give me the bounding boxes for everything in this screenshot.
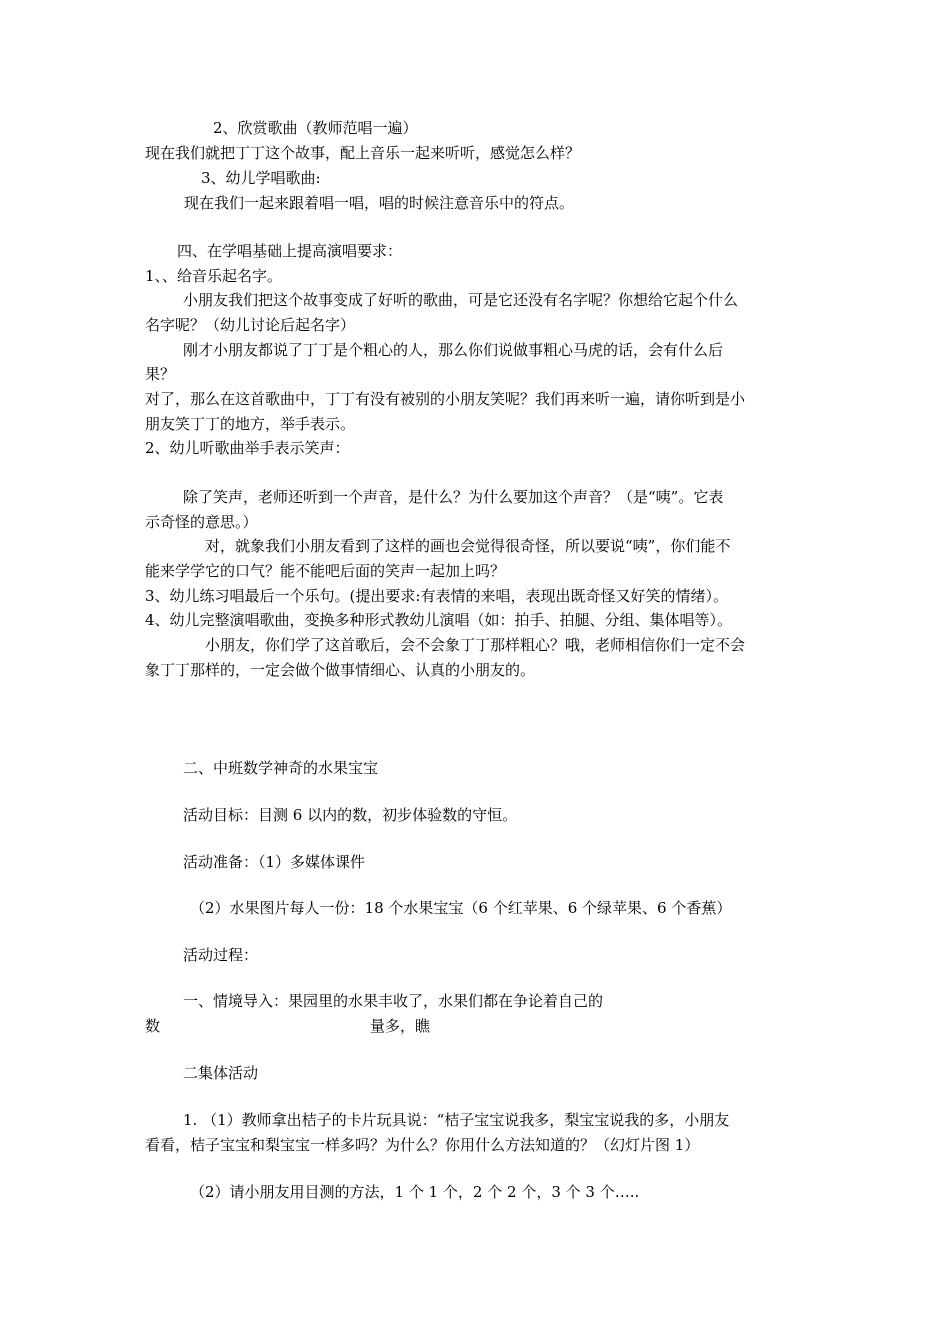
- section-heading: 二、中班数学神奇的水果宝宝: [183, 759, 379, 777]
- text-line: 除了笑声，老师还听到一个声音，是什么？为什么要加这个声音？（是“咦”。它表: [183, 488, 724, 506]
- text-line: 4、幼儿完整演唱歌曲，变换多种形式教幼儿演唱（如：拍手、拍腿、分组、集体唱等）。: [145, 611, 733, 629]
- text-line: 现在我们就把丁丁这个故事，配上音乐一起来听听，感觉怎么样？: [145, 144, 581, 162]
- text-line: 名字呢？（幼儿讨论后起名字）: [145, 316, 356, 334]
- text-line: 活动过程：: [183, 946, 259, 964]
- text-line: 1. （1）教师拿出桔子的卡片玩具说：“桔子宝宝说我多，梨宝宝说我的多，小朋友: [183, 1111, 730, 1129]
- text-line: 活动准备：（1）多媒体课件: [183, 853, 366, 871]
- section-heading: 四、在学唱基础上提高演唱要求：: [177, 242, 403, 260]
- text-line: 1、、给音乐起名字。: [145, 267, 283, 285]
- text-line: 2、幼儿听歌曲举手表示笑声：: [145, 439, 350, 457]
- text-line: 量多，瞧: [370, 1017, 431, 1035]
- text-line: 对，就象我们小朋友看到了这样的画也会觉得很奇怪，所以要说“咦”，你们能不: [205, 537, 731, 555]
- text-line: 小朋友我们把这个故事变成了好听的歌曲，可是它还没有名字呢？你想给它起个什么: [183, 291, 739, 309]
- text-line: 象丁丁那样的，一定会做个做事情细心、认真的小朋友的。: [145, 661, 536, 679]
- text-line: 示奇怪的意思。）: [145, 513, 258, 531]
- text-line: 看看，桔子宝宝和梨宝宝一样多吗？为什么？你用什么方法知道的？（幻灯片图 1）: [145, 1136, 700, 1154]
- text-line: 刚才小朋友都说了丁丁是个粗心的人，那么你们说做事粗心马虎的话，会有什么后: [183, 341, 724, 359]
- text-line: 2、欣赏歌曲（教师范唱一遍）: [213, 119, 418, 137]
- text-line: 3、幼儿练习唱最后一个乐句。(提出要求:有表情的来唱，表现出既奇怪又好笑的情绪）。: [145, 587, 728, 605]
- text-line: 活动目标：目测 6 以内的数，初步体验数的守恒。: [183, 806, 518, 824]
- text-line: （2）请小朋友用目测的方法，1 个 1 个，2 个 2 个，3 个 3 个…..: [190, 1183, 640, 1201]
- text-line: 能来学学它的口气？能不能吧后面的笑声一起加上吗？: [145, 562, 506, 580]
- text-line: 果？: [145, 365, 176, 383]
- text-line: 朋友笑丁丁的地方，举手表示。: [145, 415, 356, 433]
- text-line: 数: [145, 1017, 161, 1035]
- text-line: 一、情境导入：果园里的水果丰收了，水果们都在争论着自己的: [183, 992, 604, 1010]
- text-line: 3、幼儿学唱歌曲:: [201, 169, 321, 187]
- section-heading: 二集体活动: [183, 1064, 259, 1082]
- text-line: （2）水果图片每人一份：18 个水果宝宝（6 个红苹果、6 个绿苹果、6 个香蕉）: [190, 899, 732, 917]
- text-line: 对了，那么在这首歌曲中，丁丁有没有被别的小朋友笑呢？我们再来听一遍，请你听到是小: [145, 390, 746, 408]
- text-line: 小朋友，你们学了这首歌后，会不会象丁丁那样粗心？哦，老师相信你们一定不会: [205, 636, 746, 654]
- text-line: 现在我们一起来跟着唱一唱，唱的时候注意音乐中的符点。: [184, 194, 575, 212]
